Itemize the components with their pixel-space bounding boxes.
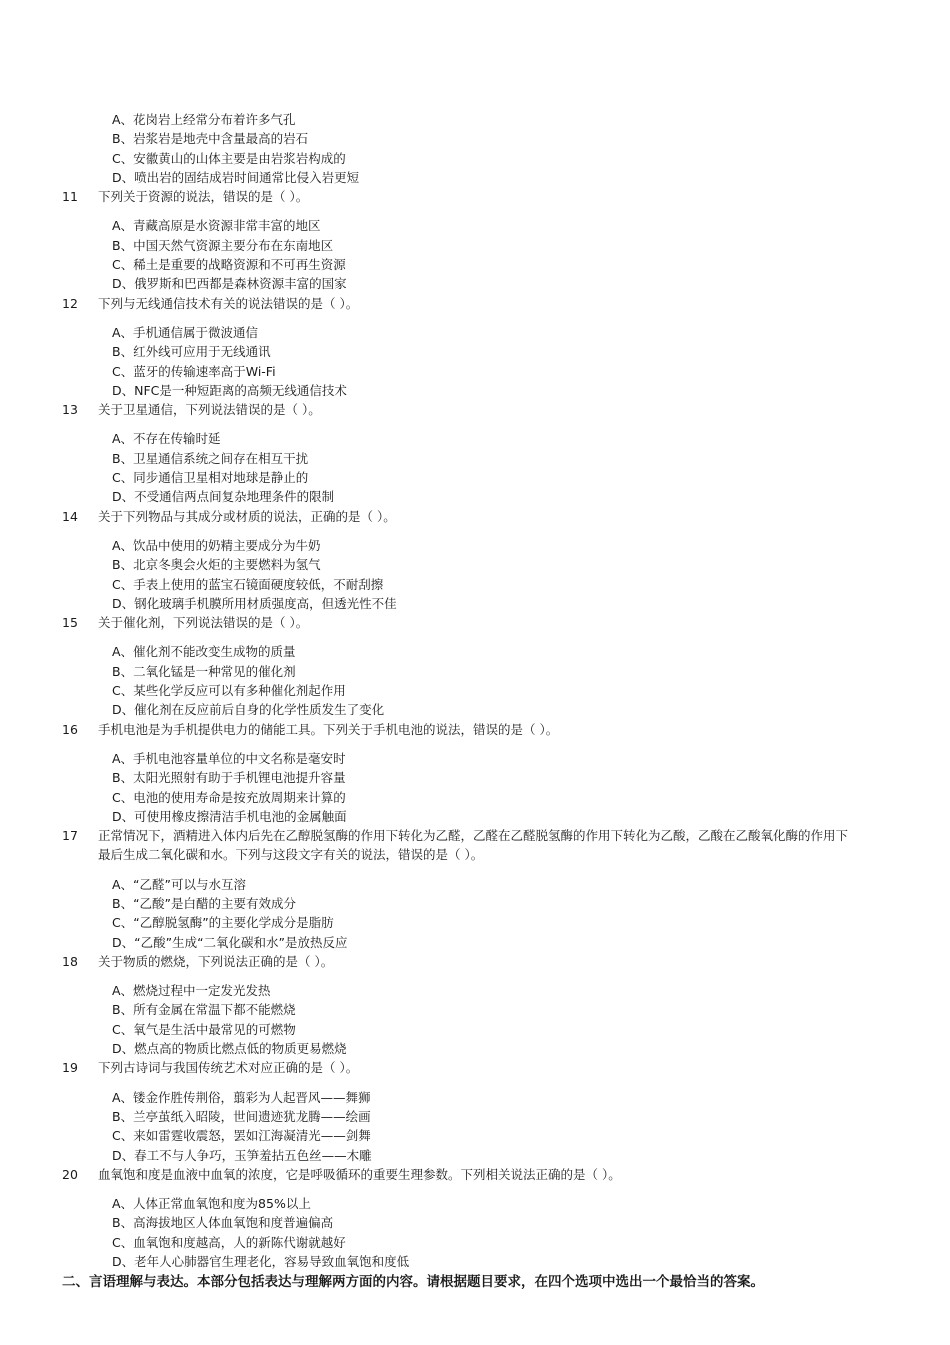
option-a: A、手机通信属于微波通信: [112, 324, 259, 340]
option-d: D、可使用橡皮擦清洁手机电池的金属触面: [112, 808, 347, 824]
question-stem: [0, 1058, 950, 1077]
question-stem: [0, 1165, 950, 1184]
question-number: 11: [62, 189, 78, 205]
section-heading: 二、言语理解与表达。本部分包括表达与理解两方面的内容。请根据题目要求，在四个选项中选出一个最恰当的答案。: [62, 1274, 764, 1291]
question-text: 关于卫星通信，下列说法错误的是（ ）。: [98, 402, 321, 418]
option-b: B、“乙酸”是白醋的主要有效成分: [112, 895, 297, 911]
option-b: B、红外线可应用于无线通讯: [112, 344, 271, 360]
option-c: C、同步通信卫星相对地球是静止的: [112, 470, 309, 486]
option-d: D、俄罗斯和巴西都是森林资源丰富的国家: [112, 276, 347, 292]
option-a: A、花岗岩上经常分布着许多气孔: [112, 112, 296, 127]
option-d: D、老年人心肺器官生理老化，容易导致血氧饱和度低: [112, 1254, 410, 1270]
option-c: C、“乙醇脱氢酶”的主要化学成分是脂肪: [112, 915, 334, 931]
question-number: 20: [62, 1166, 78, 1182]
question-text: 关于下列物品与其成分或材质的说法，正确的是（ ）。: [98, 508, 396, 524]
question-stem: [0, 952, 950, 971]
option-c: C、安徽黄山的山体主要是由岩浆岩构成的: [112, 150, 346, 166]
question-number: 19: [62, 1060, 78, 1076]
question-options: [0, 216, 950, 293]
option-b: B、所有金属在常温下都不能燃烧: [112, 1002, 296, 1018]
question-number: 14: [62, 508, 78, 524]
question-number: 18: [62, 953, 78, 969]
option-b: B、北京冬奥会火炬的主要燃料为氢气: [112, 557, 321, 573]
option-a: A、镂金作胜传荆俗，翦彩为人起晋风——舞狮: [112, 1089, 371, 1105]
option-d: D、不受通信两点间复杂地理条件的限制: [112, 489, 335, 505]
option-b: B、太阳光照射有助于手机锂电池提升容量: [112, 770, 346, 786]
question-stem: [0, 826, 950, 865]
question-number: 12: [62, 295, 78, 311]
question-list: [0, 187, 950, 1271]
option-b: B、岩浆岩是地壳中含量最高的岩石: [112, 131, 309, 147]
option-b: B、高海拔地区人体血氧饱和度普遍偏高: [112, 1215, 334, 1231]
question-options: [0, 1194, 950, 1271]
option-c: C、氧气是生活中最常见的可燃物: [112, 1021, 296, 1037]
option-c: C、稀土是重要的战略资源和不可再生资源: [112, 257, 346, 273]
question-text: 手机电池是为手机提供电力的储能工具。下列关于手机电池的说法，错误的是（ ）。: [98, 721, 559, 737]
question-options: [0, 1088, 950, 1165]
option-a: A、催化剂不能改变生成物的质量: [112, 644, 296, 660]
option-d: D、NFC是一种短距离的高频无线通信技术: [112, 382, 347, 398]
option-b: B、兰亭茧纸入昭陵，世间遗迹犹龙腾——绘画: [112, 1108, 371, 1124]
question-options: [0, 749, 950, 826]
option-c: C、某些化学反应可以有多种催化剂起作用: [112, 683, 346, 699]
option-c: C、血氧饱和度越高，人的新陈代谢就越好: [112, 1234, 346, 1250]
option-d: D、春工不与人争巧，玉笋羞拈五色丝——木雕: [112, 1147, 372, 1163]
option-b: B、卫星通信系统之间存在相互干扰: [112, 450, 309, 466]
exam-document: [0, 110, 950, 1293]
question-text: 正常情况下，酒精进入体内后先在乙醇脱氢酶的作用下转化为乙醛，乙醛在乙醛脱氢酶的作用下转化为乙酸，乙酸在乙酸氧化酶的作用下最后生成二氧化碳和水。下列与这段文字有关的说法，错误的是（ ）。: [98, 828, 849, 863]
question-stem: [0, 187, 950, 206]
option-c: C、来如雷霆收震怒，罢如江海凝清光——剑舞: [112, 1128, 371, 1144]
option-d: D、“乙酸”生成“二氧化碳和水”是放热反应: [112, 934, 348, 950]
question-stem: [0, 400, 950, 419]
question-stem: [0, 613, 950, 632]
option-a: A、“乙醛”可以与水互溶: [112, 876, 247, 892]
question-options: [0, 642, 950, 719]
question-10-options: [0, 110, 950, 187]
option-a: A、燃烧过程中一定发光发热: [112, 983, 271, 999]
question-stem: [0, 507, 950, 526]
question-stem: [0, 294, 950, 313]
question-text: 下列与无线通信技术有关的说法错误的是（ ）。: [98, 295, 359, 311]
question-options: [0, 323, 950, 400]
option-c: C、手表上使用的蓝宝石镜面硬度较低，不耐刮擦: [112, 576, 384, 592]
option-d: D、钢化玻璃手机膜所用材质强度高，但透光性不佳: [112, 595, 397, 611]
option-b: B、二氧化锰是一种常见的催化剂: [112, 663, 296, 679]
option-d: D、燃点高的物质比燃点低的物质更易燃烧: [112, 1041, 347, 1057]
option-d: D、催化剂在反应前后自身的化学性质发生了变化: [112, 702, 385, 718]
option-a: A、不存在传输时延: [112, 431, 221, 447]
option-c: C、电池的使用寿命是按充放周期来计算的: [112, 789, 346, 805]
question-number: 13: [62, 402, 78, 418]
option-a: A、手机电池容量单位的中文名称是毫安时: [112, 750, 346, 766]
question-options: [0, 875, 950, 952]
question-number: 15: [62, 615, 78, 631]
question-options: [0, 981, 950, 1058]
option-a: A、饮品中使用的奶精主要成分为牛奶: [112, 537, 321, 553]
question-text: 血氧饱和度是血液中血氧的浓度，它是呼吸循环的重要生理参数。下列相关说法正确的是（ ）。: [98, 1166, 621, 1182]
question-text: 下列关于资源的说法，错误的是（ ）。: [98, 189, 309, 205]
question-options: [0, 429, 950, 506]
option-a: A、青藏高原是水资源非常丰富的地区: [112, 218, 321, 234]
question-number: 17: [62, 828, 78, 844]
option-a: A、人体正常血氧饱和度为85%以上: [112, 1196, 311, 1212]
question-text: 下列古诗词与我国传统艺术对应正确的是（ ）。: [98, 1060, 359, 1076]
option-d: D、喷出岩的固结成岩时间通常比侵入岩更短: [112, 169, 360, 185]
question-text: 关于物质的燃烧，下列说法正确的是（ ）。: [98, 953, 334, 969]
option-b: B、中国天然气资源主要分布在东南地区: [112, 237, 334, 253]
option-c: C、蓝牙的传输速率高于Wi-Fi: [112, 363, 276, 379]
question-options: [0, 536, 950, 613]
question-text: 关于催化剂，下列说法错误的是（ ）。: [98, 615, 309, 631]
question-stem: [0, 720, 950, 739]
question-number: 16: [62, 721, 78, 737]
